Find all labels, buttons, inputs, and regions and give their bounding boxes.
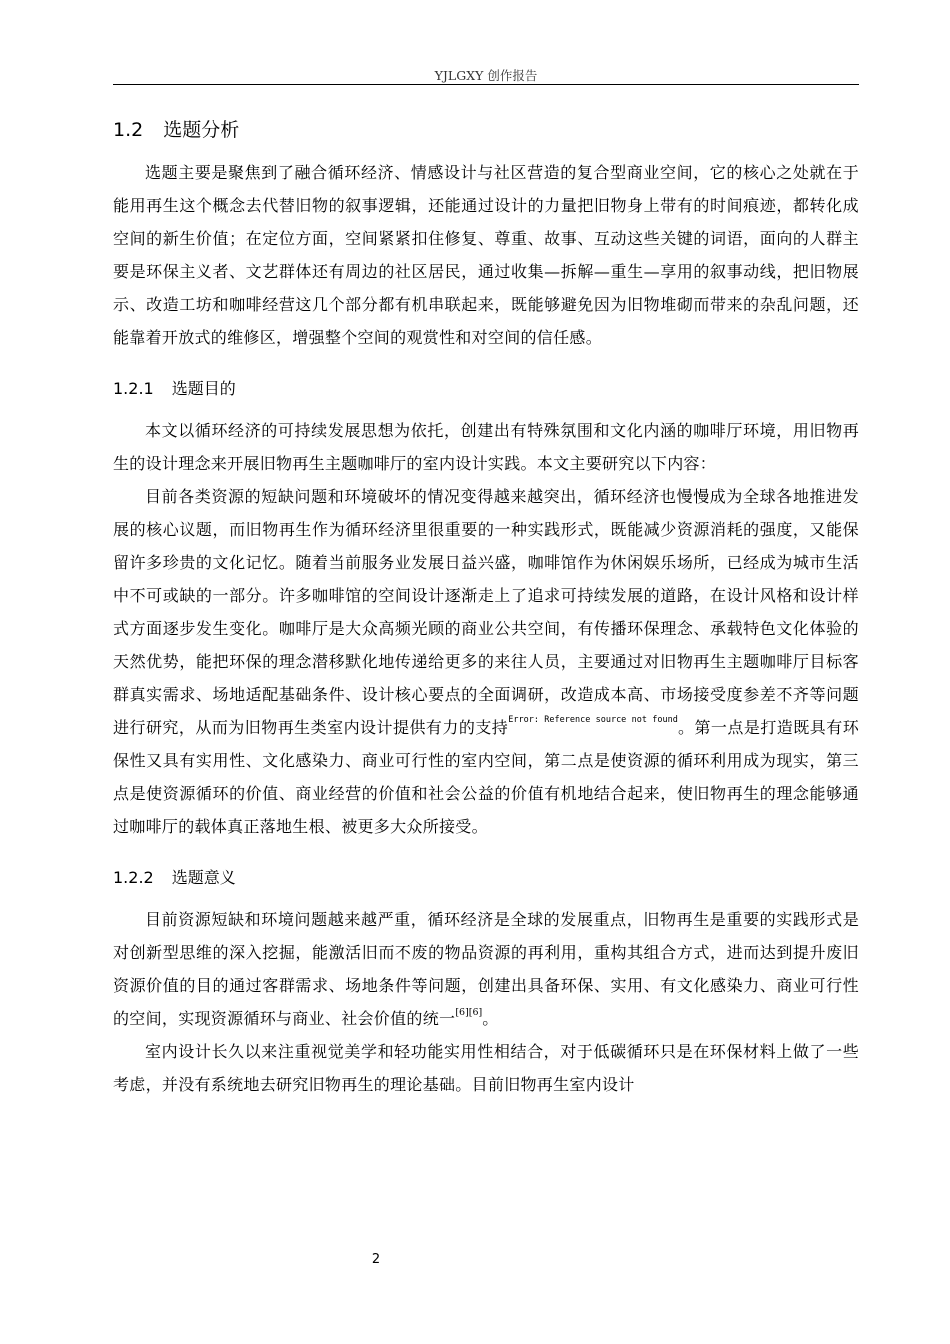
paragraph-text: 目前资源短缺和环境问题越来越严重，循环经济是全球的发展重点，旧物再生是重要的实践形式是对创新型思维的深入挖掘，能激活旧而不废的物品资源的再利用，重构其组合方式，进而达到提升废旧资源价值的目的通过客群需求、场地条件等问题，创建出具备环保、实用、有文化感染力、商业可行性的空间，实现资源循环与商业、社会价值的统一 (113, 910, 859, 1028)
paragraph-text: 。 (482, 1009, 499, 1028)
subsection-title: 选题目的 (171, 379, 236, 398)
body-paragraph: 选题主要是聚焦到了融合循环经济、情感设计与社区营造的复合型商业空间，它的核心之处就在于能用再生这个概念去代替旧物的叙事逻辑，还能通过设计的力量把旧物身上带有的时间痕迹，都转化成空间的新生价值；在定位方面，空间紧紧扣住修复、尊重、故事、互动这些关键的词语，面向的人群主要是环保主义者、文艺群体还有周边的社区居民，通过收集—拆解—重生—享用的叙事动线，把旧物展示、改造工坊和咖啡经营这几个部分都有机串联起来，既能够避免因为旧物堆砌而带来的杂乱问题，还能靠着开放式的维修区，增强整个空间的观赏性和对空间的信任感。 (113, 163, 859, 347)
page-header: YJLGXY 创作报告 (434, 68, 538, 83)
header-divider (113, 84, 859, 85)
page-number: 2 (371, 1252, 381, 1267)
body-paragraph (113, 480, 859, 843)
citation: [6][6] (455, 1007, 483, 1018)
body-paragraph: 本文以循环经济的可持续发展思想为依托，创建出有特殊氛围和文化内涵的咖啡厅环境，用旧物再生的设计理念来开展旧物再生主题咖啡厅的室内设计实践。本文主要研究以下内容： (113, 421, 859, 473)
subsection-title: 选题意义 (171, 868, 236, 887)
subsection-number: 1.2.1 (113, 379, 154, 398)
subsection-heading (113, 865, 859, 891)
paragraph-text: 。第一点是打造既具有环保性又具有实用性、文化感染力、商业可行性的室内空间，第二点是使资源的循环利用成为现实，第三点是使资源循环的价值、商业经营的价值和社会公益的价值有机地结合起来，使旧物再生的理念能够通过咖啡厅的载体真正落地生根、被更多大众所接受。 (113, 718, 859, 836)
subsection-number: 1.2.2 (113, 868, 154, 887)
reference-error: Error: Reference source not found (508, 715, 678, 725)
subsection-heading (113, 376, 859, 402)
page-body (113, 112, 859, 1101)
section-title: 选题分析 (163, 119, 240, 141)
body-paragraph (113, 903, 859, 1035)
body-paragraph: 室内设计长久以来注重视觉美学和轻功能实用性相结合，对于低碳循环只是在环保材料上做了一些考虑，并没有系统地去研究旧物再生的理论基础。目前旧物再生室内设计 (113, 1042, 859, 1094)
section-heading (113, 112, 859, 148)
paragraph-text: 目前各类资源的短缺问题和环境破坏的情况变得越来越突出，循环经济也慢慢成为全球各地推进发展的核心议题，而旧物再生作为循环经济里很重要的一种实践形式，既能减少资源消耗的强度，又能保留许多珍贵的文化记忆。随着当前服务业发展日益兴盛，咖啡馆作为休闲娱乐场所，已经成为城市生活中不可或缺的一部分。许多咖啡馆的空间设计逐渐走上了追求可持续发展的道路，在设计风格和设计样式方面逐步发生变化。咖啡厅是大众高频光顾的商业公共空间，有传播环保理念、承载特色文化体验的天然优势，能把环保的理念潜移默化地传递给更多的来往人员，主要通过对旧物再生主题咖啡厅目标客群真实需求、场地适配基础条件、设计核心要点的全面调研，改造成本高、市场接受度参差不齐等问题进行研究，从而为旧物再生类室内设计提供有力的支持 (113, 487, 859, 737)
section-number: 1.2 (113, 119, 144, 141)
